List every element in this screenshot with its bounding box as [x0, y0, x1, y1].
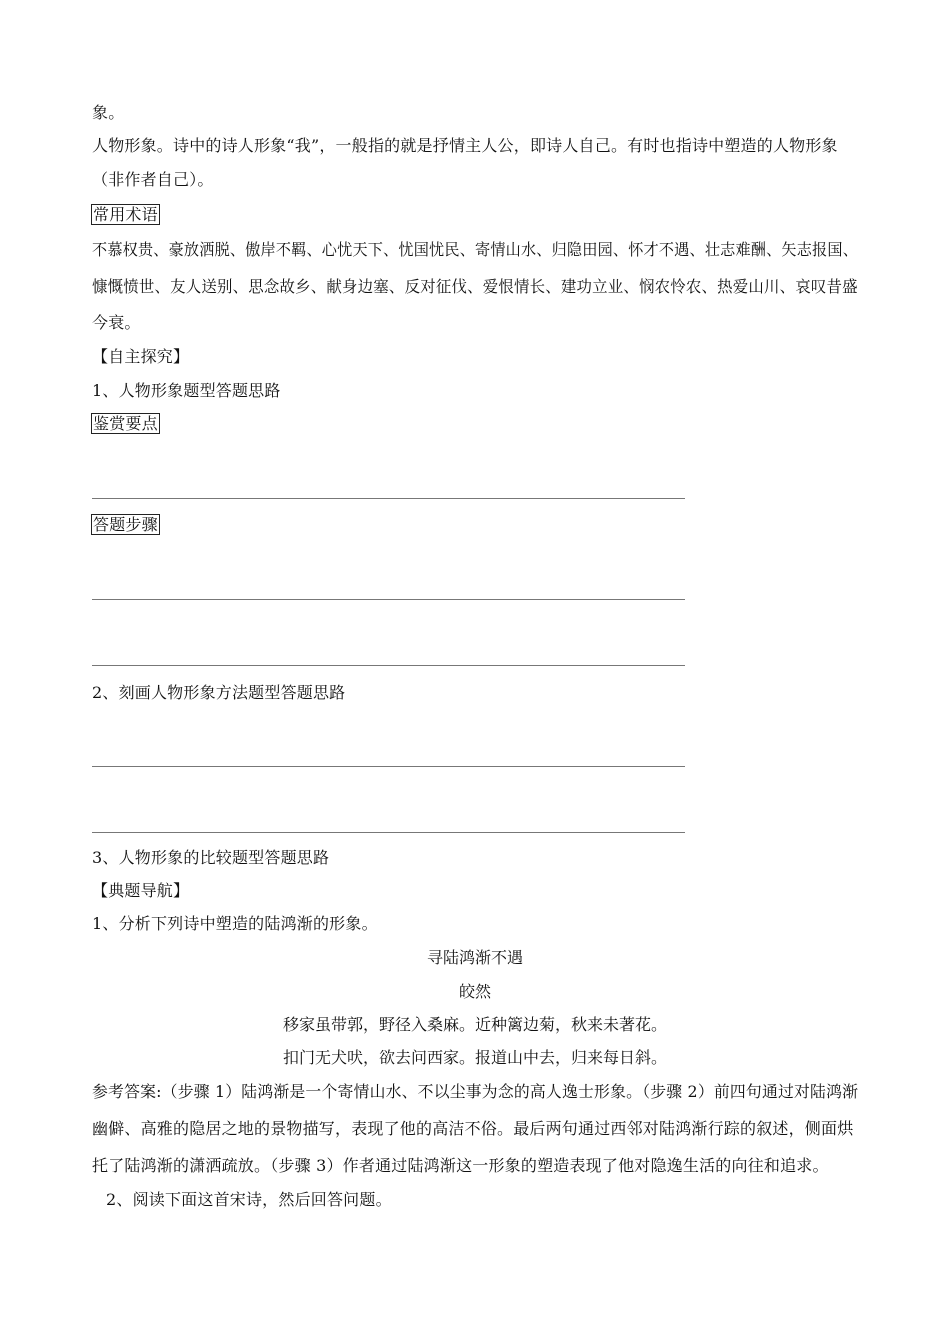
- poem-line-1: 移家虽带郭，野径入桑麻。近种篱边菊，秋来未著花。: [282, 1015, 667, 1034]
- explore-question-2: 2、刻画人物形象方法题型答题思路: [92, 683, 346, 702]
- answer-text-2: 幽僻、高雅的隐居之地的景物描写，表现了他的高洁不俗。最后两句通过西邻对陆鸿渐行踪的叙述，侧面烘: [92, 1119, 854, 1138]
- appreciation-points-heading: 鉴赏要点: [93, 414, 158, 433]
- intro-line-0: 象。: [92, 103, 125, 122]
- guide-question-1: 1、分析下列诗中塑造的陆鸿渐的形象。: [92, 914, 378, 933]
- poem-author: 皎然: [458, 982, 491, 1001]
- answer-steps-heading: 答题步骤: [93, 515, 158, 534]
- terms-heading: 常用术语: [93, 205, 158, 224]
- intro-line-2: （非作者自己）。: [92, 170, 214, 189]
- explore-question-3: 3、人物形象的比较题型答题思路: [92, 848, 330, 867]
- intro-line-1: 人物形象。诗中的诗人形象“我”，一般指的就是抒情主人公，即诗人自己。有时也指诗中塑造的人物形象: [92, 136, 838, 155]
- poem-line-2: 扣门无犬吠，欲去问西家。报道山中去，归来每日斜。: [282, 1048, 667, 1067]
- answer-line-3[interactable]: [92, 665, 685, 666]
- answer-line-4[interactable]: [92, 766, 685, 767]
- answer-text-3: 托了陆鸿渐的潇洒疏放。（步骤 3）作者通过陆鸿渐这一形象的塑造表现了他对隐逸生活的向往和追求。: [92, 1156, 829, 1175]
- answer-line-2[interactable]: [92, 599, 685, 600]
- answer-line-5[interactable]: [92, 832, 685, 833]
- terms-line-2: 慷慨愤世、友人送别、思念故乡、献身边塞、反对征伐、爱恨情长、建功立业、悯农怜农、热爱山川、哀叹昔盛: [92, 277, 858, 296]
- terms-line-3: 今衰。: [92, 313, 141, 332]
- guide-question-2: 2、阅读下面这首宋诗，然后回答问题。: [106, 1190, 392, 1209]
- guide-heading: 【典题导航】: [92, 881, 190, 900]
- explore-question-1: 1、人物形象题型答题思路: [92, 381, 281, 400]
- poem-title: 寻陆鸿渐不遇: [426, 948, 523, 967]
- explore-heading: 【自主探究】: [92, 347, 190, 366]
- answer-text-1: 参考答案:（步骤 1）陆鸿渐是一个寄情山水、不以尘事为念的高人逸士形象。（步骤 2）前四句通过对陆鸿渐: [92, 1082, 859, 1101]
- answer-line-1[interactable]: [92, 498, 685, 499]
- terms-line-1: 不慕权贵、豪放洒脱、傲岸不羁、心忧天下、忧国忧民、寄情山水、归隐田园、怀才不遇、壮志难酬、矢志报国、: [92, 240, 859, 259]
